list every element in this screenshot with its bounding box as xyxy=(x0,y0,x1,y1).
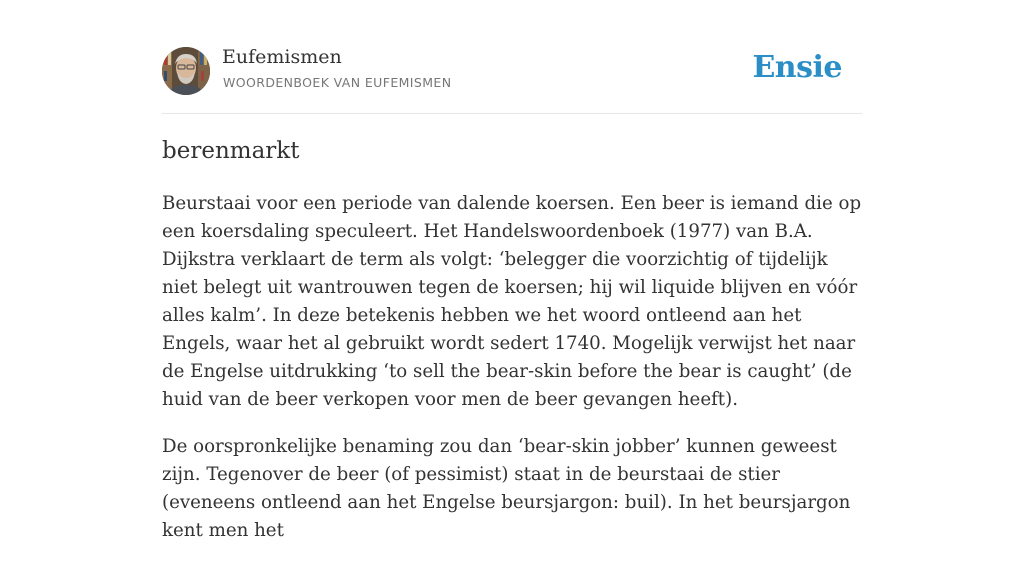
author-subtitle[interactable]: WOORDENBOEK VAN EUFEMISMEN xyxy=(223,75,452,90)
page-header xyxy=(162,0,862,114)
page-title: berenmarkt xyxy=(162,138,300,164)
article-paragraph: Beurstaai voor een periode van dalende koersen. Een beer is iemand die op een koersdaling speculeert. Het Handelswoordenboek (1977) van B.A. Dijkstra verklaart de term als volgt: ‘belegger die voorzichtig of tijdelijk niet belegt uit wantrouwen tegen de koersen; hij wil liquide blijven en vóór alles kalm’. In deze betekenis hebben we het woord ontleend aan het Engels, waar het al gebruikt wordt sedert 1740. Mogelijk verwijst het naar de Engelse uitdrukking ‘to sell the bear-skin before the bear is caught’ (de huid van de beer verkopen voor men de beer gevangen heeft). xyxy=(162,193,862,410)
article-paragraph: De oorspronkelijke benaming zou dan ‘bear-skin jobber’ kunnen geweest zijn. Tegenover de beer (of pessimist) staat in de beurstaai de stier (eveneens ontleend aan het Engelse beursjargon: buil). In het beursjargon kent men het xyxy=(162,436,851,541)
avatar-portrait-icon xyxy=(162,47,210,95)
article-body xyxy=(162,190,862,564)
author-name[interactable]: Eufemismen xyxy=(222,46,342,68)
page-container xyxy=(162,0,862,541)
ensie-logo-link[interactable]: Ensie xyxy=(752,50,842,85)
avatar[interactable] xyxy=(162,47,210,95)
